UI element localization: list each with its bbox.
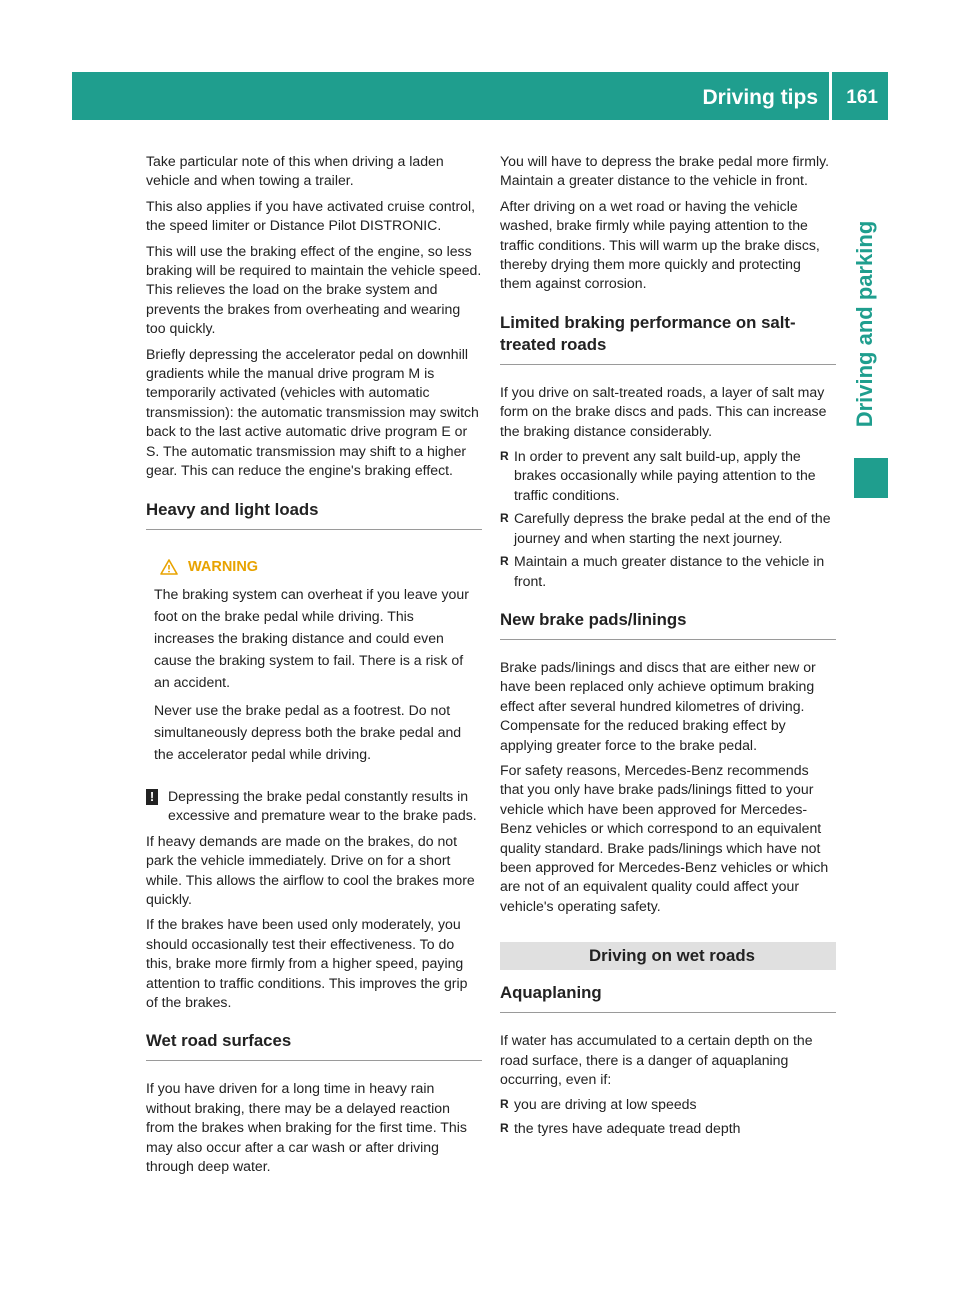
list-item: R you are driving at low speeds [500, 1095, 836, 1114]
list-item: R In order to prevent any salt build-up, apply the brakes occasionally while paying attention to the traffic conditions. [500, 448, 816, 503]
salt-bullet-list [500, 447, 836, 591]
warning-text: The braking system can overheat if you leave your foot on the brake pedal while driving. This increases the braking distance and could even cause the braking system to fail. There is a risk of an accident. [154, 585, 469, 690]
section-band-wet-roads: Driving on wet roads [500, 942, 836, 970]
bullet-icon: R [500, 554, 509, 569]
side-tab-marker [854, 458, 888, 498]
paragraph: This also applies if you have activated cruise control, the speed limiter or Distance Pilot DISTRONIC. [146, 197, 476, 234]
paragraph: Take particular note of this when driving a laden vehicle and when towing a trailer. [146, 153, 444, 189]
notice-text: Depressing the brake pedal constantly results in excessive and premature wear to the brake pads. [168, 787, 477, 824]
warning-text: Never use the brake pedal as a footrest. Do not simultaneously depress both the brake pedal and the accelerator pedal while driving. [154, 701, 462, 762]
paragraph: If you have driven for a long time in heavy rain without braking, there may be a delayed reaction from the brakes when braking for the first time. This may also occur after a car wash or after driving through deep water. [146, 1080, 467, 1174]
heading-aquaplaning: Aquaplaning [500, 982, 836, 1013]
section-title: Driving tips [702, 86, 818, 109]
page-number: 161 [846, 87, 878, 108]
list-item: R Carefully depress the brake pedal at the end of the journey and when starting the next journey. [500, 510, 831, 546]
paragraph: Brake pads/linings and discs that are either new or have been replaced only achieve optimum braking effect after several hundred kilometres of driving. Compensate for the reduced braking effect by applying greater force to the brake pedal. [500, 658, 816, 753]
exclamation-icon: ! [146, 789, 158, 805]
heading-wet-road-surfaces: Wet road surfaces [146, 1030, 482, 1061]
side-tab [842, 200, 888, 448]
warning-box [146, 548, 482, 781]
left-column [146, 152, 482, 1182]
paragraph: If heavy demands are made on the brakes, do not park the vehicle immediately. Drive on for a short while. This allows the airflow to cool the brakes more quickly. [146, 832, 475, 907]
heading-new-brake-pads: New brake pads/linings [500, 609, 836, 640]
paragraph: If the brakes have been used only moderately, you should occasionally test their effectiveness. To do this, brake more firmly from a higher speed, paying attention to traffic conditions. This improves the grip of the brakes. [146, 916, 468, 1010]
heading-salt-treated-roads: Limited braking performance on salt-treated roads [500, 312, 836, 365]
warning-label: WARNING [188, 558, 259, 575]
header-bar [72, 72, 888, 120]
paragraph: You will have to depress the brake pedal more firmly. Maintain a greater distance to the vehicle in front. [500, 153, 830, 189]
bullet-icon: R [500, 449, 509, 464]
warning-triangle-icon [160, 559, 178, 575]
bullet-icon: R [500, 1097, 509, 1112]
list-item: R Maintain a much greater distance to the vehicle in front. [500, 553, 825, 589]
paragraph: For safety reasons, Mercedes-Benz recommends that you only have brake pads/linings fitted to your vehicle which have been approved for Mercedes-Benz vehicles or which correspond to an equivalent quality standard. Brake pads/linings which have not been approved for Mercedes-Benz vehicles or which are not of an equivalent quality could affect your vehicle's operating safety. [500, 761, 829, 914]
list-item: R the tyres have adequate tread depth [500, 1119, 836, 1138]
side-tab-label: Driving and parking [852, 220, 877, 428]
right-column [500, 152, 836, 1144]
aquaplaning-bullet-list [500, 1095, 836, 1138]
header-separator [829, 72, 832, 120]
heading-heavy-light-loads: Heavy and light loads [146, 499, 482, 530]
paragraph: After driving on a wet road or having the vehicle washed, brake firmly while paying attention to the traffic conditions. This will warm up the brake discs, thereby drying them more quickly and protecting them against corrosion. [500, 197, 820, 292]
notice [146, 787, 482, 826]
bullet-icon: R [500, 511, 509, 526]
paragraph: If water has accumulated to a certain depth on the road surface, there is a danger of aquaplaning occurring, even if: [500, 1032, 813, 1087]
warning-header [154, 558, 476, 577]
bullet-icon: R [500, 1120, 509, 1135]
paragraph: Briefly depressing the accelerator pedal on downhill gradients while the manual drive program M is temporarily activated (vehicles with automatic transmission): the automatic transmission may switch back to the last active automatic drive program E or S. The automatic transmission may shift to a higher gear. This can reduce the engine's braking effect. [146, 345, 479, 479]
paragraph: This will use the braking effect of the engine, so less braking will be required to maintain the vehicle speed. This relieves the load on the brake system and prevents the brakes from overheating and wearing too quickly. [146, 242, 482, 337]
paragraph: If you drive on salt-treated roads, a layer of salt may form on the brake discs and pads. This can increase the braking distance considerably. [500, 383, 827, 439]
